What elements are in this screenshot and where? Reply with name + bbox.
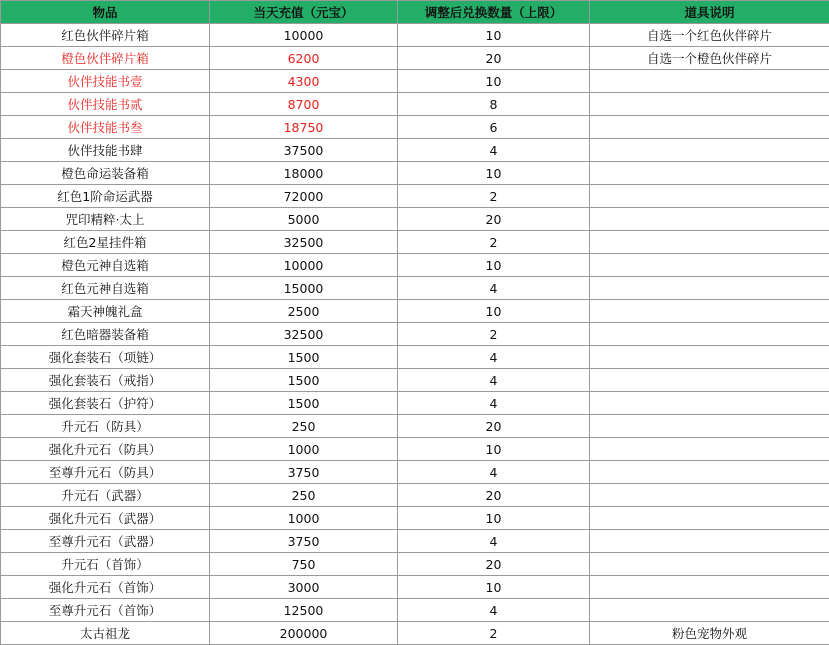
table-row: [1, 346, 829, 369]
cell-description: [590, 185, 829, 208]
table-row: [1, 507, 829, 530]
cell-description: [590, 116, 829, 139]
cell-recharge: 1000: [210, 438, 398, 461]
cell-description: [590, 323, 829, 346]
cell-item: 伙伴技能书叁: [1, 116, 210, 139]
table-row: [1, 530, 829, 553]
table-body: [1, 24, 829, 645]
cell-description: [590, 599, 829, 622]
header-limit: 调整后兑换数量（上限）: [398, 1, 590, 24]
cell-recharge: 3000: [210, 576, 398, 599]
cell-limit: 8: [398, 93, 590, 116]
table-row: [1, 323, 829, 346]
table-row: [1, 438, 829, 461]
cell-limit: 2: [398, 622, 590, 645]
cell-description: [590, 93, 829, 116]
cell-recharge: 15000: [210, 277, 398, 300]
table-row: [1, 300, 829, 323]
cell-item: 强化升元石（防具）: [1, 438, 210, 461]
cell-recharge: 32500: [210, 323, 398, 346]
table-row: [1, 208, 829, 231]
cell-description: [590, 70, 829, 93]
cell-item: 伙伴技能书肆: [1, 139, 210, 162]
cell-description: [590, 507, 829, 530]
cell-recharge: 250: [210, 415, 398, 438]
cell-limit: 4: [398, 530, 590, 553]
cell-limit: 4: [398, 392, 590, 415]
cell-limit: 20: [398, 553, 590, 576]
table-row: [1, 162, 829, 185]
cell-item: 强化升元石（首饰）: [1, 576, 210, 599]
cell-description: [590, 553, 829, 576]
table-row: [1, 484, 829, 507]
cell-recharge: 2500: [210, 300, 398, 323]
table-row: [1, 93, 829, 116]
cell-item: 至尊升元石（首饰）: [1, 599, 210, 622]
cell-description: 自选一个红色伙伴碎片: [590, 24, 829, 47]
cell-limit: 10: [398, 254, 590, 277]
cell-description: 粉色宠物外观: [590, 622, 829, 645]
cell-item: 强化套装石（戒指）: [1, 369, 210, 392]
table-row: [1, 576, 829, 599]
header-row: [1, 1, 829, 24]
cell-limit: 4: [398, 369, 590, 392]
header-item: 物品: [1, 1, 210, 24]
cell-recharge: 6200: [210, 47, 398, 70]
cell-recharge: 1500: [210, 369, 398, 392]
cell-recharge: 3750: [210, 530, 398, 553]
cell-recharge: 10000: [210, 254, 398, 277]
table-row: [1, 70, 829, 93]
cell-limit: 2: [398, 185, 590, 208]
table-row: [1, 116, 829, 139]
cell-limit: 10: [398, 438, 590, 461]
cell-recharge: 32500: [210, 231, 398, 254]
cell-description: [590, 139, 829, 162]
table-row: [1, 369, 829, 392]
cell-limit: 4: [398, 599, 590, 622]
table-row: [1, 185, 829, 208]
cell-description: [590, 576, 829, 599]
cell-recharge: 200000: [210, 622, 398, 645]
cell-recharge: 10000: [210, 24, 398, 47]
cell-description: [590, 484, 829, 507]
cell-item: 伙伴技能书壹: [1, 70, 210, 93]
cell-description: [590, 254, 829, 277]
table-row: [1, 553, 829, 576]
cell-item: 橙色元神自选箱: [1, 254, 210, 277]
cell-description: [590, 369, 829, 392]
table-row: [1, 461, 829, 484]
cell-item: 霜天神魄礼盒: [1, 300, 210, 323]
cell-item: 伙伴技能书贰: [1, 93, 210, 116]
cell-recharge: 37500: [210, 139, 398, 162]
cell-limit: 4: [398, 139, 590, 162]
table-row: [1, 231, 829, 254]
cell-item: 太古祖龙: [1, 622, 210, 645]
cell-description: [590, 162, 829, 185]
cell-item: 咒印精粹·太上: [1, 208, 210, 231]
cell-item: 强化套装石（护符）: [1, 392, 210, 415]
table-row: [1, 254, 829, 277]
cell-recharge: 1500: [210, 346, 398, 369]
cell-description: [590, 461, 829, 484]
cell-recharge: 4300: [210, 70, 398, 93]
cell-description: [590, 231, 829, 254]
cell-limit: 10: [398, 70, 590, 93]
cell-recharge: 72000: [210, 185, 398, 208]
cell-item: 红色暗器装备箱: [1, 323, 210, 346]
header-description: 道具说明: [590, 1, 829, 24]
cell-limit: 20: [398, 47, 590, 70]
cell-recharge: 3750: [210, 461, 398, 484]
cell-recharge: 12500: [210, 599, 398, 622]
table-row: [1, 415, 829, 438]
table-row: [1, 24, 829, 47]
table-row: [1, 139, 829, 162]
cell-limit: 4: [398, 346, 590, 369]
cell-item: 红色伙伴碎片箱: [1, 24, 210, 47]
cell-item: 橙色伙伴碎片箱: [1, 47, 210, 70]
table-row: [1, 622, 829, 645]
cell-limit: 10: [398, 162, 590, 185]
cell-description: [590, 300, 829, 323]
cell-recharge: 18750: [210, 116, 398, 139]
cell-description: [590, 208, 829, 231]
cell-limit: 2: [398, 231, 590, 254]
cell-limit: 20: [398, 208, 590, 231]
cell-limit: 6: [398, 116, 590, 139]
cell-item: 红色1阶命运武器: [1, 185, 210, 208]
cell-limit: 10: [398, 24, 590, 47]
cell-limit: 10: [398, 507, 590, 530]
cell-recharge: 250: [210, 484, 398, 507]
cell-description: [590, 438, 829, 461]
table-row: [1, 47, 829, 70]
cell-limit: 20: [398, 415, 590, 438]
cell-item: 升元石（武器）: [1, 484, 210, 507]
cell-description: [590, 530, 829, 553]
table-row: [1, 277, 829, 300]
cell-limit: 10: [398, 576, 590, 599]
cell-recharge: 5000: [210, 208, 398, 231]
cell-item: 强化升元石（武器）: [1, 507, 210, 530]
table-row: [1, 392, 829, 415]
cell-recharge: 1500: [210, 392, 398, 415]
cell-item: 橙色命运装备箱: [1, 162, 210, 185]
cell-description: [590, 277, 829, 300]
cell-recharge: 750: [210, 553, 398, 576]
cell-item: 红色2星挂件箱: [1, 231, 210, 254]
cell-item: 至尊升元石（武器）: [1, 530, 210, 553]
cell-description: [590, 346, 829, 369]
cell-limit: 10: [398, 300, 590, 323]
cell-description: 自选一个橙色伙伴碎片: [590, 47, 829, 70]
cell-recharge: 18000: [210, 162, 398, 185]
cell-item: 升元石（防具）: [1, 415, 210, 438]
cell-description: [590, 415, 829, 438]
cell-limit: 4: [398, 461, 590, 484]
cell-item: 升元石（首饰）: [1, 553, 210, 576]
cell-item: 强化套装石（项链）: [1, 346, 210, 369]
cell-item: 至尊升元石（防具）: [1, 461, 210, 484]
cell-recharge: 1000: [210, 507, 398, 530]
header-recharge: 当天充值（元宝）: [210, 1, 398, 24]
cell-limit: 2: [398, 323, 590, 346]
cell-description: [590, 392, 829, 415]
cell-recharge: 8700: [210, 93, 398, 116]
cell-item: 红色元神自选箱: [1, 277, 210, 300]
cell-limit: 20: [398, 484, 590, 507]
table-row: [1, 599, 829, 622]
cell-limit: 4: [398, 277, 590, 300]
